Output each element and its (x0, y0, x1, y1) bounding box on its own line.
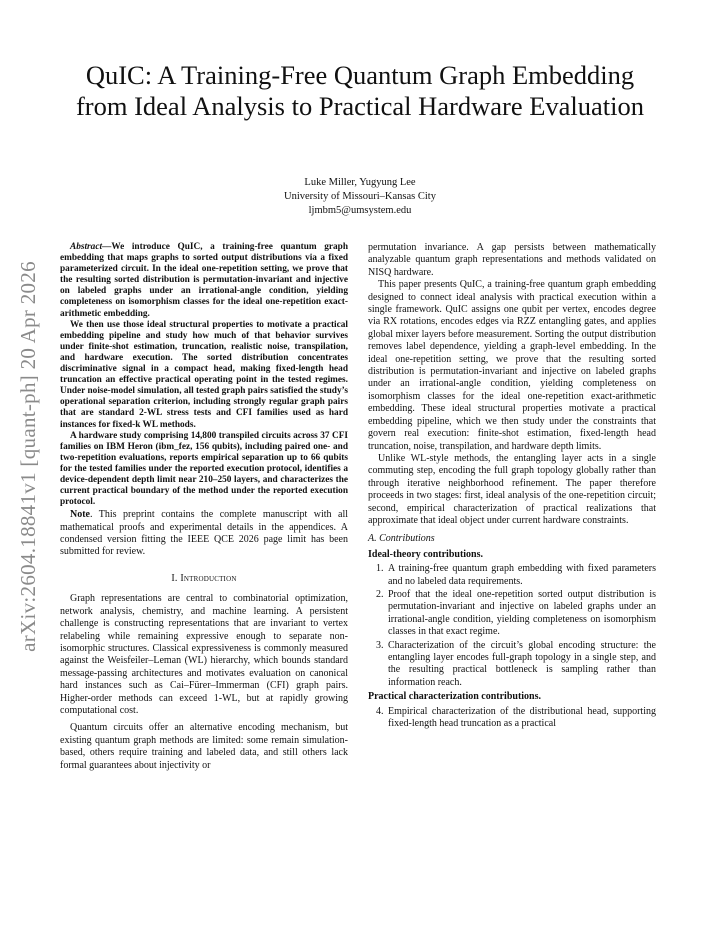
note-lead: Note (70, 509, 90, 521)
ideal-contributions-list (368, 563, 656, 689)
section-heading-introduction: I. Introduction (171, 572, 237, 584)
abstract-lead: Abstract (70, 242, 103, 252)
abstract-paragraph-3: A hardware study comprising 14,800 transpiled circuits across 37 CFI families on IBM Heron (ibm_fez, 156 qubits), including paired one- and two-repetition evaluations, reports empirical separation up to 66 qubits for the tested families under the reported execution protocol, identifies a device-dependent depth limit near 210–250 layers, and characterizes the current practical boundary of the method under the reported execution protocol. (60, 430, 348, 508)
right-paragraph-1: This paper presents QuIC, a training-free quantum graph embedding designed to connect ideal analysis with practical execution within a single framework. QuIC assigns one qubit per vertex, encodes degree via RX rotations, encodes edges via RZZ entangling gates, and applies global mixer layers before measurement. Sorting the output distribution removes label dependence, yielding a graph-level embedding. In the ideal one-repetition setting, we prove that the resulting sorted distribution is permutation-invariant and injective on labeled graphs under an irrational-angle condition, yielding completeness on isomorphism classes for the ideal one-repetition exact-arithmetic embedding. These ideal structural properties motivate a practical embedding pipeline, which we then study under the constraints that govern real execution: finite-shot estimation, fixed-length head truncation, noise, transpilation, and hardware depth limits. (368, 279, 656, 452)
list-item: 1. A training-free quantum graph embedding with fixed parameters and no labeled data requirements. (386, 563, 656, 588)
intro-paragraph-2: Quantum circuits offer an alternative encoding mechanism, but existing quantum graph methods are limited: some remain simulation-based, others require training and labeled data, and still others lack formal guarantees about injectivity or (60, 722, 348, 771)
subsection-heading-contributions: A. Contributions (368, 533, 435, 545)
author-names: Luke Miller, Yugyung Lee (304, 177, 416, 188)
right-paragraph-0: permutation invariance. A gap persists between mathematically analyzable quantum graph representations and methods validated on NISQ hardware. (368, 242, 656, 278)
left-column (60, 242, 348, 772)
practical-heading: Practical characterization contributions. (368, 691, 542, 703)
ideal-theory-heading: Ideal-theory contributions. (368, 548, 483, 560)
arxiv-identifier-stamp (10, 246, 46, 666)
practical-contributions-list (368, 706, 656, 731)
right-paragraph-2: Unlike WL-style methods, the entangling layer acts in a single commuting step, encoding the full graph topology globally rather than through iterative neighborhood refinement. The paper therefore proceeds in two stages: first, ideal analysis of the one-repetition circuit; second, empirical characterization of practical realizations that approximate that ideal object under current hardware constraints. (368, 452, 656, 526)
list-item: 3. Characterization of the circuit’s global encoding structure: the entangling layer encodes full-graph topology in a single step, and the resulting practical bottleneck is sampling rather than information reach. (386, 640, 656, 690)
author-block (60, 176, 660, 218)
right-column (368, 242, 656, 732)
abstract-paragraph-1: Abstract—We introduce QuIC, a training-free quantum graph embedding that maps graphs to sorted output distributions via a fixed parameterized circuit. In the ideal one-repetition setting, we prove that the resulting sorted distribution is permutation-invariant and injective on labeled graphs under an irrational-angle condition, yielding completeness on isomorphism classes for the ideal one-repetition exact-arithmetic embedding. (60, 242, 348, 319)
list-item: 2. Proof that the ideal one-repetition sorted output distribution is permutation-invariant and injective on labeled graphs under an irrational-angle condition, yielding completeness on isomorphism classes in that exact regime. (386, 589, 656, 639)
arxiv-id-text: arXiv:2604.18841v1 [quant-ph] 20 Apr 2026 (15, 260, 40, 652)
abstract-paragraph-2: We then use those ideal structural properties to motivate a practical embedding pipeline and study how much of that behavior survives under finite-shot estimation, truncation, realistic noise, transpilation, and hardware execution. The sorted distribution concentrates discriminative signal in a compact head, making fixed-length head truncation an effective practical operating point in the tested regimes. Under noise-model simulation, all tested graph pairs satisfied the study’s operational separation criterion, including strongly regular graph pairs that are standard 2-WL stress tests and CFI families used as hard instances for fixed-k WL methods. (60, 319, 348, 430)
author-affiliation: University of Missouri–Kansas City (284, 191, 436, 202)
paper-title: QuIC: A Training-Free Quantum Graph Embedding from Ideal Analysis to Practical Hardware Evaluation (75, 60, 645, 121)
author-email: ljmbm5@umsystem.edu (308, 205, 412, 216)
abstract (60, 242, 348, 508)
list-item: 4. Empirical characterization of the distributional head, supporting fixed-length head truncation as a practical (386, 706, 656, 731)
intro-paragraph-1: Graph representations are central to combinatorial optimization, network analysis, chemistry, and machine learning. A persistent challenge is constructing representations that are invariant to vertex relabeling while remaining expressive enough to separate non-isomorphic structures. Classical expressiveness is commonly measured against the Weisfeiler–Leman (WL) hierarchy, which bounds standard message-passing architectures and motivates evaluation on canonical hard instances such as Cai–Fürer–Immerman (CFI) graph pairs. Higher-order methods can exceed 1-WL, but at rapidly growing computational cost. (60, 593, 348, 716)
note-paragraph: Note. This preprint contains the complete manuscript with all mathematical proofs and experimental details in the appendices. A condensed version fitting the IEEE QCE 2026 page limit has been submitted for review. (60, 509, 348, 558)
